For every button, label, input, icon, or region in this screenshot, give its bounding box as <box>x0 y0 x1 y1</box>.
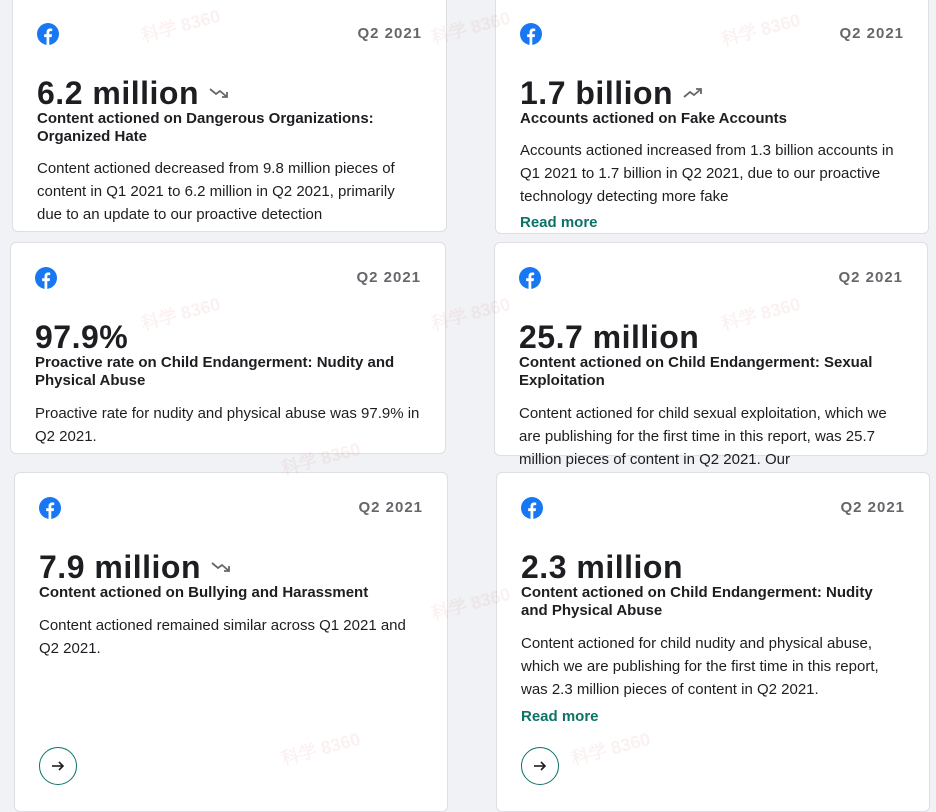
read-more-link[interactable]: Read more <box>520 214 598 231</box>
metric-description: Proactive rate for nudity and physical abuse was 97.9% in Q2 2021. <box>35 405 420 445</box>
metric-description: Content actioned for child nudity and physical abuse, which we are publishing for the first time in this report, was 2.3 million pieces of content in Q2 2021. <box>521 635 879 698</box>
facebook-logo-icon <box>519 267 541 289</box>
stat-row <box>39 551 231 583</box>
facebook-logo-icon <box>37 23 59 45</box>
watermark: 科学 8360 <box>429 293 513 335</box>
quarter-label: Q2 2021 <box>357 25 422 42</box>
metric-description: Accounts actioned increased from 1.3 billion accounts in Q1 2021 to 1.7 billion in Q2 2021, due to our proactive technology detecting more fake <box>520 142 894 205</box>
metric-description: Content actioned decreased from 9.8 million pieces of content in Q1 2021 to 6.2 million in Q2 2021, primarily due to an update to our proactive detection <box>37 160 395 223</box>
quarter-label: Q2 2021 <box>358 499 423 516</box>
metric-card-proactive-rate[interactable] <box>10 242 446 454</box>
quarter-label: Q2 2021 <box>840 499 905 516</box>
stat-value: 7.9 million <box>39 549 201 585</box>
facebook-logo-icon <box>521 497 543 519</box>
arrow-right-icon <box>51 760 65 772</box>
stat-row <box>521 551 683 583</box>
metric-title: Proactive rate on Child Endangerment: Nudity and Physical Abuse <box>35 354 395 389</box>
metric-card-sexual-exploitation[interactable] <box>494 242 928 468</box>
metric-title: Accounts actioned on Fake Accounts <box>520 110 787 127</box>
metric-title: Content actioned on Child Endangerment: Sexual Exploitation <box>519 354 873 389</box>
quarter-label: Q2 2021 <box>356 269 421 286</box>
watermark: 科学 8360 <box>429 583 513 625</box>
metric-title: Content actioned on Bullying and Harassment <box>39 584 369 601</box>
stat-row <box>37 77 229 109</box>
arrow-right-icon <box>533 760 547 772</box>
stat-value: 97.9% <box>35 319 129 355</box>
next-arrow-button[interactable] <box>521 747 559 785</box>
metric-card-bullying[interactable] <box>14 472 448 812</box>
facebook-logo-icon <box>35 267 57 289</box>
stat-value: 6.2 million <box>37 75 199 111</box>
facebook-logo-icon <box>39 497 61 519</box>
stat-row <box>519 321 699 353</box>
watermark: 科学 8360 <box>279 438 363 480</box>
metric-card-organized-hate[interactable] <box>12 0 447 232</box>
metric-description: Content actioned remained similar across Q1 2021 and Q2 2021. <box>39 617 406 657</box>
quarter-label: Q2 2021 <box>838 269 903 286</box>
quarter-label: Q2 2021 <box>839 25 904 42</box>
metric-title: Content actioned on Dangerous Organizations: Organized Hate <box>37 110 374 145</box>
trend-up-icon <box>683 86 703 100</box>
stat-value: 25.7 million <box>519 319 700 355</box>
stat-value: 1.7 billion <box>520 75 674 111</box>
metric-title: Content actioned on Child Endangerment: Nudity and Physical Abuse <box>521 584 873 619</box>
read-more-link[interactable]: Read more <box>521 708 599 725</box>
watermark: 科学 8360 <box>429 7 513 49</box>
stat-row <box>35 321 128 353</box>
stat-value: 2.3 million <box>521 549 683 585</box>
trend-down-icon <box>211 560 231 574</box>
trend-down-icon <box>209 86 229 100</box>
metric-description: Content actioned for child sexual exploitation, which we are publishing for the first time in this report, was 25.7 million pieces of content in Q2 2021. Our <box>519 405 887 468</box>
next-arrow-button[interactable] <box>39 747 77 785</box>
metric-card-nudity-physical-abuse[interactable] <box>496 472 930 812</box>
metric-card-fake-accounts[interactable] <box>495 0 929 234</box>
stat-row <box>520 77 703 109</box>
facebook-logo-icon <box>520 23 542 45</box>
